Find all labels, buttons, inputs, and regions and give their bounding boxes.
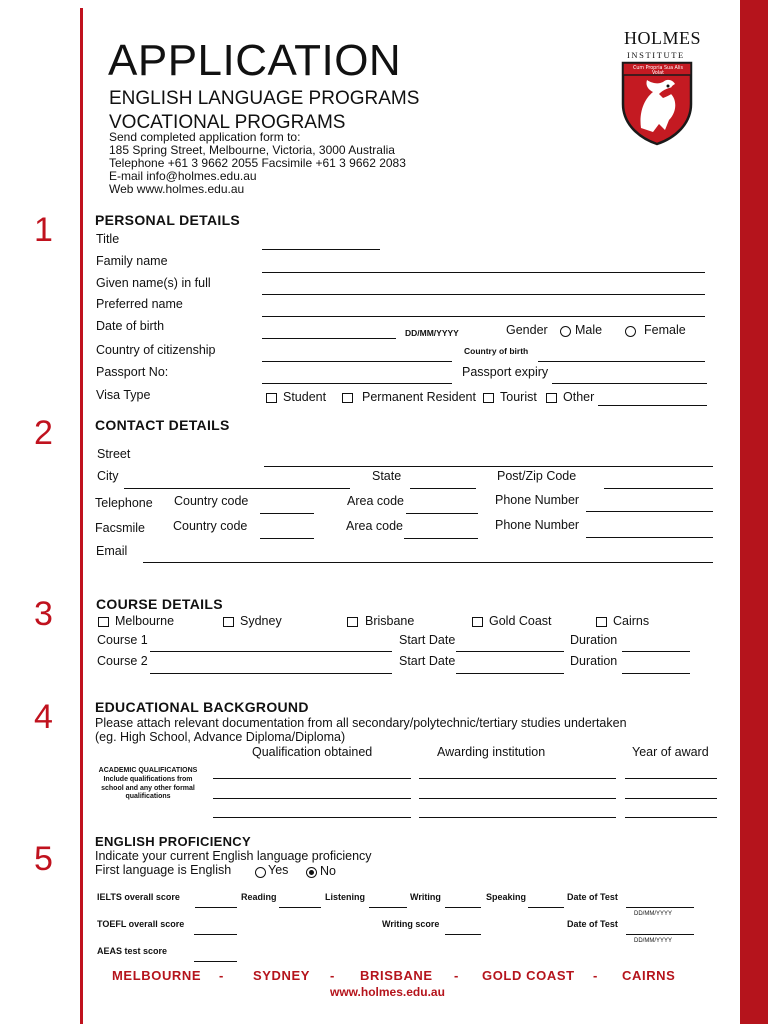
- qualification-field-2[interactable]: [213, 798, 411, 799]
- educational-background-heading: EDUCATIONAL BACKGROUND: [95, 699, 309, 715]
- postcode-label: Post/Zip Code: [497, 469, 577, 483]
- personal-details-heading: PERSONAL DETAILS: [95, 212, 241, 228]
- ielts-date-field[interactable]: [626, 907, 694, 908]
- visa-student-checkbox[interactable]: [266, 393, 277, 403]
- fax-phone-number-field[interactable]: [586, 537, 713, 538]
- gender-male-label: Male: [575, 323, 603, 337]
- visa-tourist-label: Tourist: [500, 390, 537, 404]
- fax-country-code-label: Country code: [173, 519, 248, 533]
- ielts-score-field[interactable]: [195, 907, 237, 908]
- campus-cairns-label: Cairns: [613, 614, 650, 628]
- send-to-text: Send completed application form to:: [109, 130, 301, 144]
- logo-motto: Cum Propria Sua Alis Volat: [632, 66, 683, 76]
- email-label: Email: [96, 544, 128, 558]
- academic-qualifications-note: Include qualifications from school and any other formal qualifications: [101, 776, 195, 800]
- address-text: 185 Spring Street, Melbourne, Victoria, 3000 Australia: [109, 143, 395, 157]
- gender-female-label: Female: [644, 323, 686, 337]
- right-red-sidebar: [740, 0, 768, 1024]
- state-label: State: [372, 469, 402, 483]
- ielts-label: IELTS overall score: [97, 892, 180, 902]
- campus-gold-coast-label: Gold Coast: [489, 614, 552, 628]
- postcode-field[interactable]: [604, 488, 713, 489]
- course2-duration-label: Duration: [570, 654, 618, 668]
- institution-field-1[interactable]: [419, 778, 616, 779]
- tel-phone-number-label: Phone Number: [495, 493, 580, 507]
- footer-city-brisbane: BRISBANE: [360, 968, 433, 983]
- year-field-1[interactable]: [625, 778, 717, 779]
- course-details-heading: COURSE DETAILS: [96, 596, 223, 612]
- year-field-3[interactable]: [625, 817, 717, 818]
- course2-start-date-label: Start Date: [399, 654, 456, 668]
- ielts-writing-label: Writing: [410, 892, 441, 902]
- visa-type-label: Visa Type: [96, 388, 151, 402]
- ielts-reading-label: Reading: [241, 892, 277, 902]
- section-number-1: 1: [34, 211, 53, 249]
- title-label: Title: [96, 232, 120, 246]
- city-field[interactable]: [124, 488, 350, 489]
- footer-city-melbourne: MELBOURNE: [112, 968, 202, 983]
- country-of-birth-field[interactable]: [538, 361, 705, 362]
- telephone-text: Telephone +61 3 9662 2055 Facsimile +61 3 9662 2083: [109, 156, 406, 170]
- given-names-label: Given name(s) in full: [96, 276, 211, 290]
- tel-area-code-field[interactable]: [406, 513, 478, 514]
- family-name-field[interactable]: [262, 272, 705, 273]
- campus-melbourne-checkbox[interactable]: [98, 617, 109, 627]
- passport-field[interactable]: [262, 383, 452, 384]
- campus-sydney-checkbox[interactable]: [223, 617, 234, 627]
- course1-start-date-field[interactable]: [456, 651, 564, 652]
- preferred-name-label: Preferred name: [96, 297, 183, 311]
- english-proficiency-heading: ENGLISH PROFICIENCY: [95, 834, 251, 849]
- visa-other-checkbox[interactable]: [546, 393, 557, 403]
- course2-field[interactable]: [150, 673, 392, 674]
- ielts-listening-label: Listening: [325, 892, 365, 902]
- ielts-speaking-field[interactable]: [528, 907, 564, 908]
- section-number-2: 2: [34, 414, 53, 452]
- toefl-date-field[interactable]: [626, 934, 694, 935]
- course1-duration-field[interactable]: [622, 651, 690, 652]
- qualification-field-1[interactable]: [213, 778, 411, 779]
- course1-label: Course 1: [97, 633, 148, 647]
- gender-female-radio[interactable]: [625, 326, 636, 337]
- dob-label: Date of birth: [96, 319, 165, 333]
- footer-city-gold-coast: GOLD COAST: [482, 968, 575, 983]
- campus-melbourne-label: Melbourne: [115, 614, 175, 628]
- first-language-no-label: No: [320, 864, 336, 878]
- toefl-writing-score-label: Writing score: [382, 919, 440, 929]
- course2-start-date-field[interactable]: [456, 673, 564, 674]
- title-field[interactable]: [262, 249, 380, 250]
- aeas-score-field[interactable]: [194, 961, 237, 962]
- footer-sep-1: -: [219, 968, 224, 983]
- aeas-label: AEAS test score: [97, 946, 168, 956]
- dob-field[interactable]: [262, 338, 396, 339]
- visa-permanent-label: Permanent Resident: [362, 390, 476, 404]
- email-field[interactable]: [143, 562, 713, 563]
- telephone-label: Telephone: [95, 496, 153, 510]
- state-field[interactable]: [410, 488, 476, 489]
- section-number-4: 4: [34, 698, 53, 736]
- visa-permanent-checkbox[interactable]: [342, 393, 353, 403]
- qualification-field-3[interactable]: [213, 817, 411, 818]
- passport-expiry-label: Passport expiry: [462, 365, 549, 379]
- visa-student-label: Student: [283, 390, 327, 404]
- ielts-reading-field[interactable]: [279, 907, 321, 908]
- tel-area-code-label: Area code: [347, 494, 404, 508]
- toefl-writing-score-field[interactable]: [445, 934, 481, 935]
- contact-details-heading: CONTACT DETAILS: [95, 417, 230, 433]
- visa-tourist-checkbox[interactable]: [483, 393, 494, 403]
- fax-country-code-field[interactable]: [260, 538, 314, 539]
- toefl-date-label: Date of Test: [567, 919, 618, 929]
- program-line-1: ENGLISH LANGUAGE PROGRAMS: [109, 88, 420, 109]
- toefl-label: TOEFL overall score: [97, 919, 185, 929]
- passport-label: Passport No:: [96, 365, 169, 379]
- col-qualification: Qualification obtained: [252, 745, 373, 759]
- given-names-field[interactable]: [262, 294, 705, 295]
- passport-expiry-field[interactable]: [552, 383, 707, 384]
- left-red-rule: [80, 8, 83, 1024]
- footer-sep-3: -: [454, 968, 459, 983]
- footer-sep-2: -: [330, 968, 335, 983]
- campus-cairns-checkbox[interactable]: [596, 617, 607, 627]
- col-year: Year of award: [632, 745, 709, 759]
- institution-field-3[interactable]: [419, 817, 616, 818]
- first-language-no-radio[interactable]: [306, 867, 317, 878]
- ielts-listening-field[interactable]: [369, 907, 407, 908]
- gender-male-radio[interactable]: [560, 326, 571, 337]
- footer-city-cairns: CAIRNS: [622, 968, 676, 983]
- gender-label: Gender: [506, 323, 548, 337]
- citizenship-label: Country of citizenship: [96, 343, 216, 357]
- first-language-yes-label: Yes: [268, 863, 289, 877]
- footer-sep-4: -: [593, 968, 598, 983]
- ielts-date-label: Date of Test: [567, 892, 618, 902]
- footer-city-sydney: SYDNEY: [253, 968, 311, 983]
- fax-area-code-label: Area code: [346, 519, 403, 533]
- tel-phone-number-field[interactable]: [586, 511, 713, 512]
- education-intro-2: (eg. High School, Advance Diploma/Diploma): [95, 730, 346, 744]
- tel-country-code-label: Country code: [174, 494, 249, 508]
- academic-qualifications-label: ACADEMIC QUALIFICATIONS: [98, 767, 198, 774]
- english-intro: Indicate your current English language proficiency: [95, 849, 372, 863]
- course1-duration-label: Duration: [570, 633, 618, 647]
- fax-phone-number-label: Phone Number: [495, 518, 580, 532]
- first-language-label: First language is English: [95, 863, 232, 877]
- facsimile-label: Facsmile: [95, 521, 146, 535]
- education-intro-1: Please attach relevant documentation from all secondary/polytechnic/tertiary studies undertaken: [95, 716, 627, 730]
- campus-sydney-label: Sydney: [240, 614, 282, 628]
- logo-wordmark: HOLMES: [624, 28, 702, 48]
- program-line-2: VOCATIONAL PROGRAMS: [109, 112, 346, 133]
- logo-subtitle: INSTITUTE: [627, 50, 685, 60]
- year-field-2[interactable]: [625, 798, 717, 799]
- country-of-birth-label: Country of birth: [464, 346, 529, 356]
- institution-field-2[interactable]: [419, 798, 616, 799]
- campus-brisbane-label: Brisbane: [365, 614, 415, 628]
- campus-brisbane-checkbox[interactable]: [347, 617, 358, 627]
- email-text: E-mail info@holmes.edu.au: [109, 169, 257, 183]
- course1-field[interactable]: [150, 651, 392, 652]
- page-title: APPLICATION: [108, 36, 402, 85]
- city-label: City: [97, 469, 119, 483]
- visa-other-field[interactable]: [598, 405, 707, 406]
- fax-area-code-field[interactable]: [404, 538, 478, 539]
- citizenship-field[interactable]: [262, 361, 452, 362]
- preferred-name-field[interactable]: [262, 316, 705, 317]
- first-language-yes-radio[interactable]: [255, 867, 266, 878]
- campus-gold-coast-checkbox[interactable]: [472, 617, 483, 627]
- visa-other-label: Other: [563, 390, 595, 404]
- toefl-score-field[interactable]: [194, 934, 237, 935]
- footer-url-link[interactable]: www.holmes.edu.au: [330, 985, 445, 999]
- tel-country-code-field[interactable]: [260, 513, 314, 514]
- toefl-date-hint: DD/MM/YYYY: [634, 938, 673, 944]
- web-text: Web www.holmes.edu.au: [109, 182, 245, 196]
- ielts-speaking-label: Speaking: [486, 892, 527, 902]
- section-number-5: 5: [34, 840, 53, 878]
- dob-hint: DD/MM/YYYY: [405, 328, 459, 338]
- ielts-writing-field[interactable]: [445, 907, 481, 908]
- family-name-label: Family name: [96, 254, 168, 268]
- street-field[interactable]: [264, 466, 713, 467]
- course2-duration-field[interactable]: [622, 673, 690, 674]
- course1-start-date-label: Start Date: [399, 633, 456, 647]
- section-number-3: 3: [34, 595, 53, 633]
- course2-label: Course 2: [97, 654, 148, 668]
- ielts-date-hint: DD/MM/YYYY: [634, 911, 673, 917]
- street-label: Street: [97, 447, 131, 461]
- col-institution: Awarding institution: [437, 745, 546, 759]
